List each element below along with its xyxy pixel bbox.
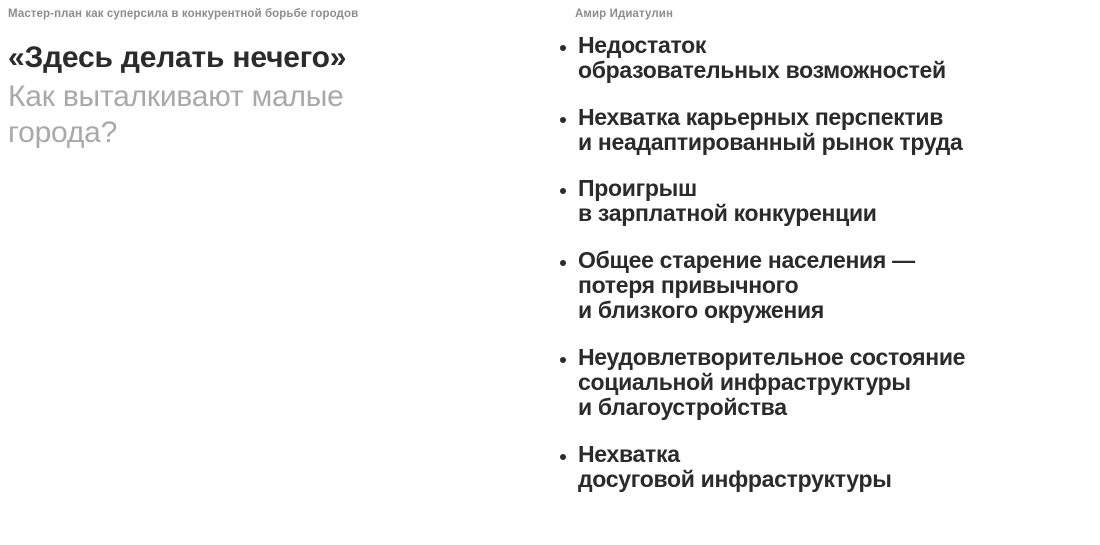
title-block <box>8 40 528 151</box>
list-item-text <box>578 345 1096 421</box>
list-item-line: образовательных возможностей <box>578 57 946 84</box>
list-item <box>556 176 1096 227</box>
list-item-line: Недостаток <box>578 32 707 58</box>
bullet-dot-icon <box>560 117 566 123</box>
list-item-text <box>578 442 1096 493</box>
bullet-list <box>556 33 1096 492</box>
list-item-text <box>578 105 1096 156</box>
bullet-dot-icon <box>560 188 566 194</box>
page-subtitle-line-1: Как выталкивают малые <box>8 80 344 114</box>
list-item <box>556 33 1096 84</box>
bullet-dot-icon <box>560 454 566 460</box>
list-item-line: Неудовлетворительное состояние <box>578 343 966 370</box>
list-item-line: и благоустройства <box>578 394 787 421</box>
list-item-line: досуговой инфраструктуры <box>578 465 892 492</box>
list-item-line: и близкого окружения <box>578 297 824 324</box>
bullet-dot-icon <box>560 260 566 266</box>
list-item-line: Общее старение населения — <box>578 246 915 273</box>
list-item-line: социальной инфраструктуры <box>578 368 911 395</box>
bullet-dot-icon <box>560 45 566 51</box>
list-item-line: Нехватка <box>578 440 680 467</box>
bullet-dot-icon <box>560 357 566 363</box>
list-item <box>556 105 1096 156</box>
list-item-line: и неадаптированный рынок труда <box>578 128 963 155</box>
list-item <box>556 442 1096 493</box>
list-item-text <box>578 176 1096 227</box>
page-title: «Здесь делать нечего» <box>8 41 347 74</box>
list-item-line: потеря привычного <box>578 272 799 299</box>
list-item <box>556 345 1096 421</box>
list-item-text <box>578 33 1096 84</box>
list-item-line: Проигрыш <box>578 175 697 202</box>
list-item <box>556 248 1096 324</box>
page-subtitle <box>8 79 528 151</box>
slide-header-title: Мастер-план как суперсила в конкурентной борьбе городов <box>8 8 359 20</box>
list-item-line: в зарплатной конкуренции <box>578 200 877 227</box>
page-subtitle-line-2: города? <box>8 116 118 150</box>
list-item-line: Нехватка карьерных перспектив <box>578 103 944 130</box>
list-item-text <box>578 248 1096 324</box>
slide-header-author: Амир Идиатулин <box>575 8 674 20</box>
